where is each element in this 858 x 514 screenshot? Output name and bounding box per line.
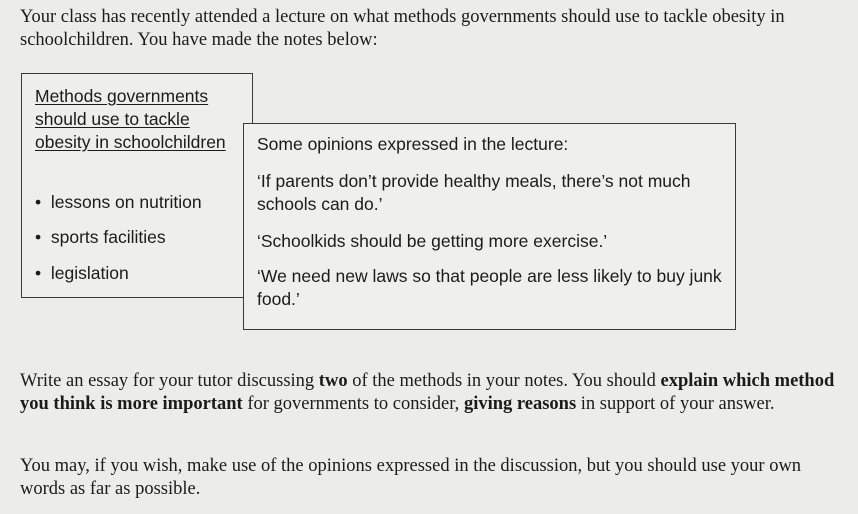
note-item: • sports facilities [35, 227, 166, 247]
optional-note: You may, if you wish, make use of the opinions expressed in the discussion, but you should use your own words as far as possible. [20, 456, 802, 499]
opinion-quote: ‘Schoolkids should be getting more exercise.’ [257, 231, 608, 251]
note-item-text: lessons on nutrition [50, 192, 202, 212]
instructions-text: for governments to consider, [242, 394, 464, 414]
instructions-emphasis: two [318, 371, 348, 391]
notes-box [21, 73, 253, 298]
instructions-emphasis: explain which method you think is more important [20, 371, 835, 414]
opinion-quote: ‘We need new laws so that people are less likely to buy junk food.’ [257, 266, 722, 309]
note-item: • legislation [35, 263, 129, 283]
note-item-text: legislation [50, 263, 129, 283]
instructions-text: of the methods in your notes. You should [347, 371, 661, 391]
instructions-text: Write an essay for your tutor discussing [20, 371, 319, 391]
note-item: • lessons on nutrition [35, 192, 202, 212]
intro-text: Your class has recently attended a lecture on what methods governments should use to tackle obesity in schoolchildren. You have made the notes below: [20, 7, 785, 50]
instructions-text: in support of your answer. [576, 394, 775, 414]
notes-title: Methods governments should use to tackle obesity in schoolchildren [35, 86, 226, 152]
task-instructions [20, 370, 850, 416]
opinion-quote: ‘If parents don’t provide healthy meals, there’s not much schools can do.’ [257, 171, 691, 214]
opinions-box [243, 123, 736, 330]
note-item-text: sports facilities [50, 227, 166, 247]
instructions-emphasis: giving reasons [463, 394, 577, 414]
opinions-heading: Some opinions expressed in the lecture: [257, 134, 569, 154]
